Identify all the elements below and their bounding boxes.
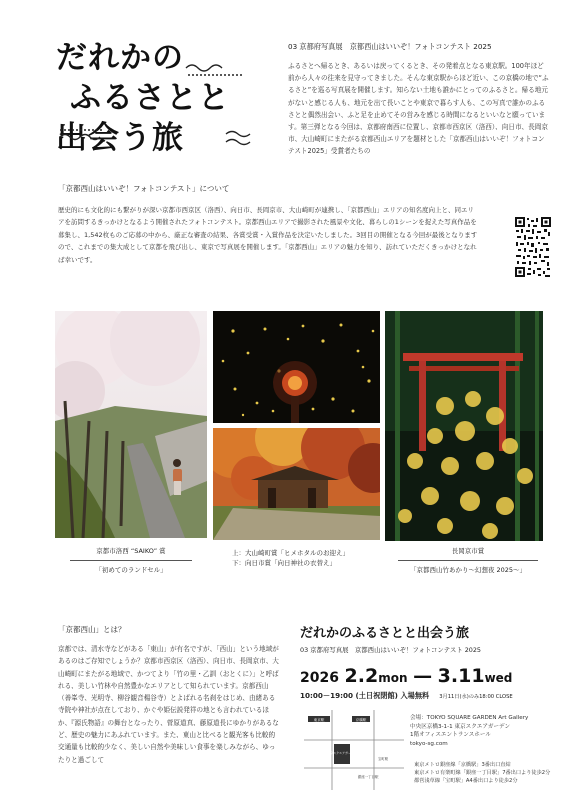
photo-fireflies bbox=[213, 311, 380, 423]
venue-info bbox=[410, 714, 528, 748]
event-title: だれかのふるさとと出会う旅 bbox=[300, 626, 470, 641]
event-hours bbox=[300, 691, 560, 701]
caption-2-line-1: 上：大山崎町賞「ヒメホタルのお迎え」 bbox=[232, 549, 349, 557]
squiggle-decoration-3 bbox=[224, 128, 258, 152]
map-label-ginza-itchome: 銀座一丁目駅 bbox=[358, 775, 379, 779]
about-heading: 「京都西山はいいぞ！フォトコンテスト」について bbox=[58, 184, 230, 193]
photo-cherry-blossom-path bbox=[55, 311, 207, 538]
venue-line-3: 1階オフィスエントランスホール bbox=[410, 732, 491, 738]
title-line-1: だれかの bbox=[56, 40, 184, 76]
event-dash: — bbox=[413, 665, 433, 687]
title-line-3: 出会う旅 bbox=[56, 120, 184, 156]
title-line-2: ふるさとと bbox=[70, 80, 230, 116]
caption-photo-1 bbox=[70, 546, 192, 575]
caption-photo-4 bbox=[398, 546, 538, 575]
venue-line-1: 会場：TOKYO SQUARE GARDEN Art Gallery bbox=[410, 715, 529, 721]
event-dates bbox=[300, 665, 560, 687]
caption-4-award: 長岡京市賞 bbox=[451, 547, 485, 555]
caption-photos-2-3 bbox=[232, 548, 372, 568]
intro-heading: 03 京都府写真展 京都西山はいいぞ！フォトコンテスト 2025 bbox=[288, 42, 492, 51]
map-label-kyobashi: 京橋駅 bbox=[355, 717, 367, 722]
nishiyama-heading: 「京都西山」とは？ bbox=[58, 625, 126, 634]
event-hours-note: 3月11日(水)のみ18:00 CLOSE bbox=[439, 694, 513, 700]
map-label-tokyo-station: 東京駅 bbox=[313, 717, 325, 722]
qr-code[interactable] bbox=[514, 216, 552, 278]
intro-section bbox=[288, 42, 550, 158]
caption-1-title: 「初めてのランドセル」 bbox=[95, 566, 167, 574]
nishiyama-section bbox=[58, 624, 280, 766]
event-start: 2.2 bbox=[344, 665, 379, 687]
access-line-1: 東京メトロ銀座線「京橋駅」3番出口直結 bbox=[414, 762, 511, 768]
map-label-takaracho: 宝町駅 bbox=[378, 757, 389, 761]
about-body: 歴史的にも文化的にも繋がりが深い京都市西京区（洛西）、向日市、長岡京市、大山崎町が連携し、「京都西山」エリアの知名度向上と、同エリアを訪問するきっかけとなるよう開催されたフォトコンテスト。京都西山エリアで撮影された風景や文化、暮らしの1シーンを捉えた写真作品を募集し、1,542枚ものご応募の中から、厳正な審査の結果、各賞受賞・入賞作品を決定いたしました。3回目の開催となる今回が最後となりますので、これまでの集大成として京都を飛び出し、東京で写真展を開催します。「京都西山」エリアの魅力を知り、訪れていただくきっかけとなれば幸いです。 bbox=[58, 206, 478, 264]
event-end: 3.11 bbox=[437, 665, 485, 687]
caption-2-line-2: 下：向日市賞「向日神社の衣替え」 bbox=[232, 559, 336, 567]
event-end-day: wed bbox=[484, 671, 513, 685]
intro-body: ふるさとへ帰るとき、あるいは戻ってくるとき、その発着点となる東京駅。100年ほど前から人々の往来を見守ってきました。そんな東京駅からほど近い、この京橋の地で“ふるさと”を巡る写真展を開催します。知らない土地も誰かにとってのふるさと。帰る地元がないと感じる人も、地元を出て長いことや東京で暮らす人も、この写真で誰かのふるさとと偶然出会い、ふと足を止めてその営みを感じる時間になるといいなと願っています。第三弾となる今回は、京都府南西に位置し、京都市西京区（洛西）、向日市、長岡京市、大山崎町にまたがる京都西山エリアを題材とした「京都西山はいいぞ！フォトコンテスト2025」受賞者たちの bbox=[288, 62, 549, 156]
venue-url[interactable]: tokyo-sg.com bbox=[410, 740, 448, 747]
venue-map bbox=[304, 710, 404, 790]
event-start-day: mon bbox=[378, 671, 408, 685]
caption-1-award: 京都市洛西 “SAIKO” 賞 bbox=[96, 547, 166, 555]
caption-4-title: 「京都西山竹あかり～幻想夜 2025～」 bbox=[409, 566, 527, 574]
event-info bbox=[300, 622, 560, 701]
access-line-2: 東京メトロ有楽町線「銀座一丁目駅」7番出口より徒歩2分 bbox=[414, 769, 551, 776]
photo-bamboo-lights bbox=[385, 311, 543, 541]
event-hours-text: 10:00－19:00 (土日祝閉館) 入場無料 bbox=[300, 691, 430, 700]
access-line-3: 都営浅草線「宝町駅」A4番出口より徒歩2分 bbox=[414, 777, 518, 784]
nishiyama-body: 京都では、清水寺などがある「東山」が有名ですが、「西山」という地域があるのはご存知でしょうか？京都市西京区（洛西）、向日市、長岡京市、大山崎町にまたがる地域で、かつてより「竹の里・乙訓（おとくに）」と呼ばれる、美しい竹林や自然豊かなエリアとして知られています。京都西山（善峯寺、光明寺、柳谷観音楊谷寺）とよばれる名刹をはじめ、由緒ある寺院や神社が点在しており、かぐや姫伝説発祥の地とも言われているほか、『源氏物語』の舞台となったり、菅原道真、藤原道長にゆかりがあるなど、歴史の魅力にあふれています。また、東山と比べると観光客も比較的交通量も比較的少なく、美しい自然や美味しい食事を楽しみながら、ゆったりと過ごして bbox=[58, 645, 279, 764]
map-label-tsg: 東京スクエアガーデン bbox=[327, 751, 357, 755]
squiggle-decoration-1 bbox=[184, 60, 246, 80]
squiggle-decoration-2 bbox=[58, 126, 108, 142]
event-year: 2026 bbox=[300, 670, 339, 686]
access-info bbox=[414, 762, 550, 785]
venue-line-2: 中央区京橋3-1-1 東京スクエアガーデン bbox=[410, 723, 511, 730]
about-section bbox=[58, 183, 498, 266]
event-subtitle: 03 京都府写真展 京都西山はいいぞ！フォトコンテスト 2025 bbox=[300, 646, 482, 654]
photo-autumn-shrine bbox=[213, 428, 380, 540]
